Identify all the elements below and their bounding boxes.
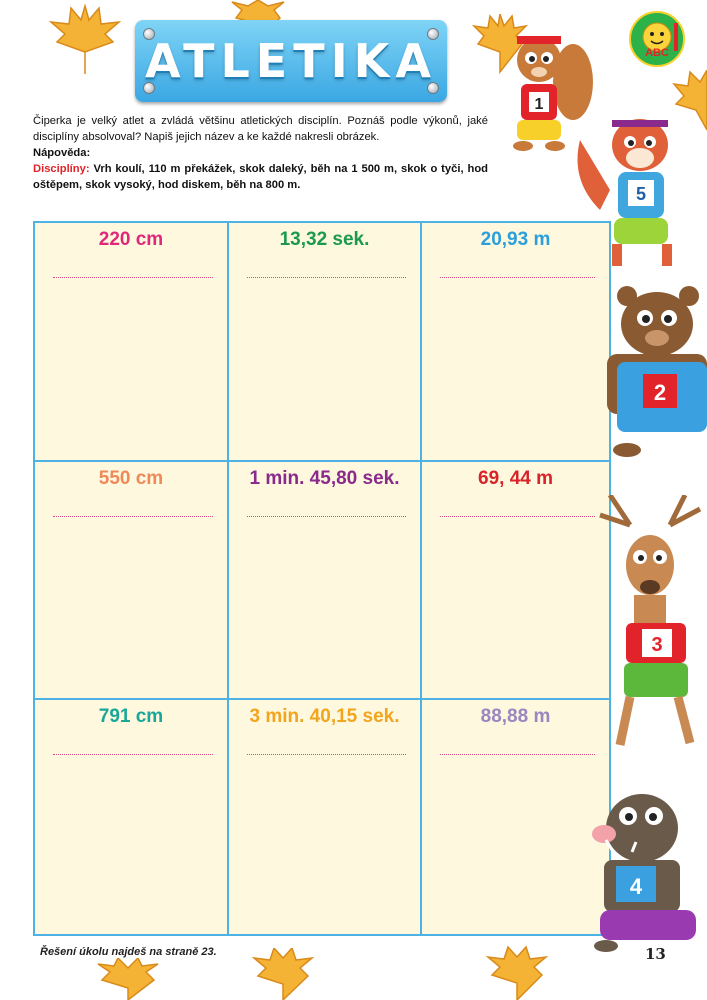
- abc-logo-text: ABC: [645, 47, 669, 59]
- grid-cell[interactable]: [229, 223, 422, 462]
- grid-cell[interactable]: [422, 700, 609, 934]
- abc-logo: [629, 11, 685, 67]
- performance-value: 1 min. 45,80 sek.: [249, 468, 400, 489]
- performance-value: 88,88 m: [480, 706, 551, 727]
- answer-line[interactable]: [53, 277, 213, 278]
- mascot-number: 4: [629, 874, 643, 899]
- answer-line[interactable]: [247, 277, 406, 278]
- answer-line[interactable]: [440, 754, 595, 755]
- maple-leaf-decoration: [484, 945, 550, 1000]
- answer-line[interactable]: [247, 516, 406, 517]
- boar-athlete-illustration: [582, 780, 707, 955]
- grid-cell[interactable]: [35, 700, 229, 934]
- exercise-grid: [33, 221, 611, 936]
- grid-cell[interactable]: [229, 700, 422, 934]
- grid-cell[interactable]: [422, 462, 609, 700]
- answer-line[interactable]: [247, 754, 406, 755]
- deer-athlete-illustration: [590, 495, 707, 755]
- performance-value: 20,93 m: [480, 229, 551, 250]
- disciplines-list: Vrh koulí, 110 m překážek, skok daleký, běh na 1 500 m, skok o tyči, hod oštěpem, skok vysoký, hod diskem, běh na 800 m.: [33, 163, 488, 191]
- maple-leaf-decoration: [248, 948, 318, 1000]
- performance-value: 3 min. 40,15 sek.: [249, 706, 400, 727]
- performance-value: 69, 44 m: [478, 468, 553, 489]
- performance-value: 791 cm: [98, 706, 164, 727]
- page-title: ATLETIKA: [145, 34, 437, 88]
- disciplines-label: Disciplíny:: [33, 163, 90, 175]
- title-sign: [135, 20, 447, 102]
- answer-line[interactable]: [53, 754, 213, 755]
- answer-line[interactable]: [53, 516, 213, 517]
- performance-value: 550 cm: [98, 468, 164, 489]
- performance-value: 220 cm: [98, 229, 164, 250]
- answer-line[interactable]: [440, 516, 595, 517]
- mascot-number: 3: [651, 634, 663, 656]
- grid-cell[interactable]: [35, 462, 229, 700]
- page-number: 13: [645, 945, 666, 963]
- maple-leaf-decoration: [90, 958, 165, 1000]
- performance-value: 13,32 sek.: [279, 229, 370, 250]
- instructions-text: Čiperka je velký atlet a zvládá většinu atletických disciplín. Poznáš podle výkonů, jaké disciplíny absolvoval? Napiš jejich název a ke každé nakresli obrázek.: [33, 115, 488, 143]
- maple-leaf-decoration: [45, 4, 125, 79]
- instructions: [33, 113, 488, 193]
- mascot-number: 1: [534, 96, 544, 113]
- solution-reference: Řešení úkolu najdeš na straně 23.: [40, 946, 217, 958]
- grid-cell[interactable]: [229, 462, 422, 700]
- bear-athlete-illustration: [597, 282, 707, 462]
- answer-line[interactable]: [440, 277, 595, 278]
- mascot-number: 5: [635, 184, 647, 204]
- grid-cell[interactable]: [35, 223, 229, 462]
- fox-athlete-illustration: [570, 100, 707, 270]
- disciplines-line: [33, 161, 488, 193]
- mascot-number: 2: [653, 380, 667, 405]
- hint-label: Nápověda:: [33, 147, 91, 159]
